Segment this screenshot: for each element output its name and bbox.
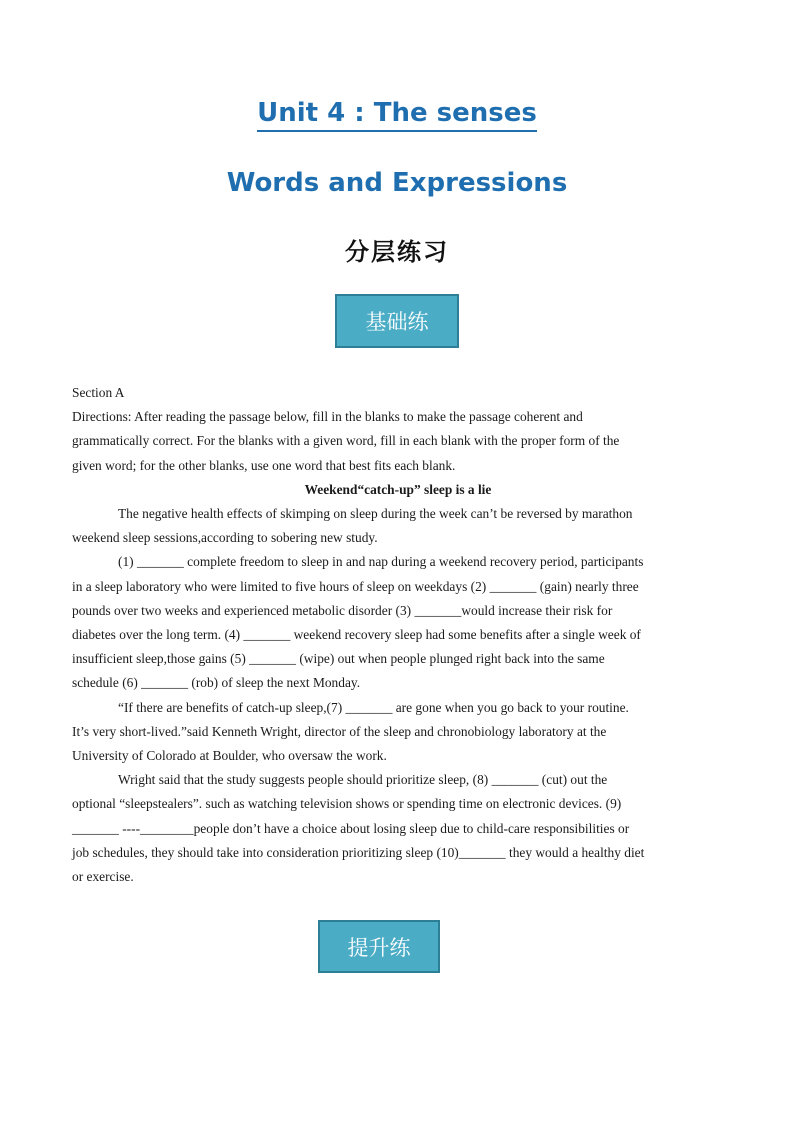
paragraph-line: The negative health effects of skimping on sleep during the week can’t be reversed by marathon: [118, 506, 633, 522]
paragraph-line: pounds over two weeks and experienced metabolic disorder (3) _______would increase their risk for: [72, 602, 613, 618]
paragraph-line: in a sleep laboratory who were limited to five hours of sleep on weekdays (2) _______ (gain) nearly three: [72, 578, 639, 594]
paragraph-line: “If there are benefits of catch-up sleep,(7) _______ are gone when you go back to your routine.: [118, 699, 629, 715]
paragraph-line: (1) _______ complete freedom to sleep in and nap during a weekend recovery period, participants: [118, 554, 644, 570]
paragraph-1: [72, 502, 724, 550]
paragraph-line: job schedules, they should take into consideration prioritizing sleep (10)_______ they would a healthy diet: [72, 844, 645, 860]
paragraph-line: _______ ----________people don’t have a choice about losing sleep due to child-care responsibilities or: [72, 820, 630, 836]
directions-line: Directions: After reading the passage below, fill in the blanks to make the passage coherent and: [72, 409, 583, 425]
paragraph-line: or exercise.: [72, 869, 134, 885]
paragraph-4: [72, 768, 724, 889]
basic-practice-button[interactable]: 基础练: [335, 294, 459, 348]
exercise-body: [72, 381, 724, 889]
lesson-subtitle: Words and Expressions: [226, 168, 568, 198]
section-label: Section A: [72, 385, 125, 400]
advanced-practice-button[interactable]: 提升练: [318, 920, 440, 973]
paragraph-line: schedule (6) _______ (rob) of sleep the next Monday.: [72, 675, 361, 691]
unit-title-text: Unit 4 : The senses: [257, 98, 537, 132]
paragraph-line: It’s very short-lived.”said Kenneth Wright, director of the sleep and chronobiology laboratory at the: [72, 723, 607, 739]
paragraph-line: insufficient sleep,those gains (5) _______ (wipe) out when people plunged right back into the same: [72, 651, 605, 667]
paragraph-line: optional “sleepstealers”. such as watching television shows or spending time on electronic devices. (9): [72, 796, 622, 812]
paragraph-2: [72, 550, 724, 695]
unit-title: [0, 98, 794, 128]
directions: [72, 405, 724, 478]
directions-line: grammatically correct. For the blanks with a given word, fill in each blank with the proper form of the: [72, 433, 620, 449]
paragraph-line: University of Colorado at Boulder, who oversaw the work.: [72, 748, 387, 764]
passage-title: Weekend“catch-up” sleep is a lie: [304, 481, 492, 497]
paragraph-line: diabetes over the long term. (4) _______ weekend recovery sleep had some benefits after a single week of: [72, 627, 641, 643]
practice-heading: 分层练习: [345, 237, 449, 266]
paragraph-line: Wright said that the study suggests people should prioritize sleep, (8) _______ (cut) out the: [118, 772, 608, 788]
paragraph-line: weekend sleep sessions,according to sobering new study.: [72, 530, 378, 546]
paragraph-3: [72, 696, 724, 769]
directions-line: given word; for the other blanks, use one word that best fits each blank.: [72, 457, 456, 473]
